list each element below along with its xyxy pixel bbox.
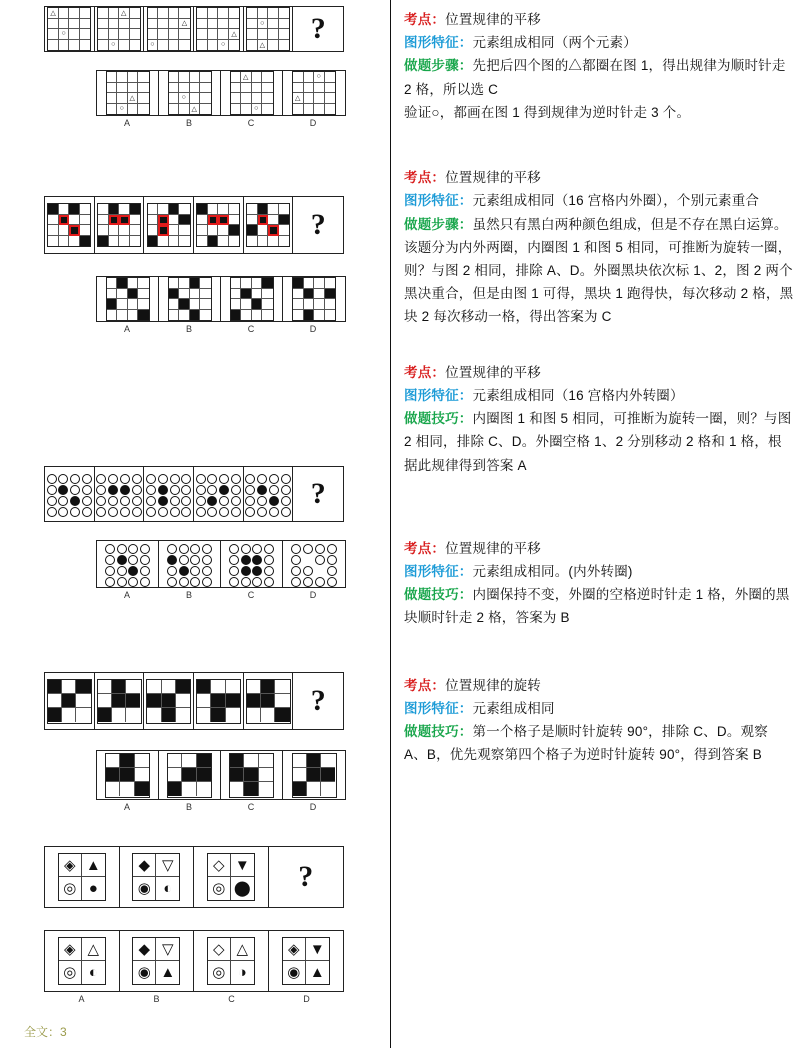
question-4-option-labels — [96, 802, 346, 812]
option-cell-b[interactable] — [159, 541, 221, 587]
option-cell-d[interactable] — [283, 751, 345, 799]
diamond-eye-icon: ◈ — [59, 854, 82, 877]
figure-grid — [47, 679, 92, 724]
option-label: C — [247, 590, 255, 600]
notes-column — [398, 0, 800, 1048]
option-label: B — [153, 994, 160, 1004]
note-line — [404, 236, 794, 329]
note-block-2 — [404, 166, 794, 329]
sequence-cell — [95, 7, 145, 51]
note-text: 元素组成相同 — [472, 700, 555, 716]
option-label: C — [247, 324, 255, 334]
figures-column — [0, 0, 390, 1048]
question-mark-cell — [269, 847, 344, 907]
option-label: C — [247, 802, 255, 812]
column-divider — [390, 0, 391, 1048]
option-label: C — [247, 118, 255, 128]
option-label: D — [309, 118, 317, 128]
note-text: 虽然只有黑白两种颜色组成，但是不存在黑白运算。 — [472, 216, 788, 232]
triangle-down-icon: ▼ — [306, 938, 329, 961]
question-mark: ? — [310, 12, 326, 45]
option-cell-a[interactable] — [97, 277, 159, 321]
note-text: 第一个格子是顺时针旋转 90°，排除 C、D。观察 A、B，优先观察第四个格子为逆时针旋转 90°，得到答案 B — [404, 724, 768, 763]
option-cell-c[interactable] — [221, 751, 283, 799]
sequence-cell — [95, 467, 145, 521]
option-cell-b[interactable] — [159, 751, 221, 799]
option-cell-c[interactable] — [221, 277, 283, 321]
triangle-in-square-icon: ▲ — [82, 854, 105, 877]
note-text: 位置规律的旋转 — [445, 677, 542, 693]
figure-dots — [195, 474, 241, 514]
diamond-eye-icon: ◇ — [208, 854, 231, 877]
note-line — [404, 697, 794, 720]
note-text: 都画在图 1 得到规律为逆时针走 3 个。 — [453, 104, 691, 120]
figure-grid — [97, 203, 141, 247]
question-mark-cell — [293, 467, 343, 521]
question-1-group — [44, 6, 346, 128]
note-line — [404, 31, 794, 54]
triangle-icon: △ — [82, 938, 105, 961]
note-text: 内圈图 1 和图 5 相同，可推断为旋转一圈，则？与图 2 相同，排除 C、D。外圈空格 1、2 分别移动 2 格和 1 格，根据此规律得到答案 A — [404, 411, 792, 473]
figure-grid: △ ○ — [97, 7, 141, 51]
option-label: D — [309, 324, 317, 334]
option-label: A — [123, 324, 130, 334]
sequence-cell — [45, 7, 95, 51]
figure-grid: ○ △ — [292, 71, 336, 115]
note-tag: 图形特征： — [404, 193, 473, 209]
option-cell-b[interactable] — [159, 277, 221, 321]
question-3-options — [96, 540, 346, 588]
question-1-options — [96, 70, 346, 116]
note-text: 元素组成相同（两个元素） — [472, 35, 637, 51]
note-text: 位置规律的平移 — [445, 12, 542, 27]
note-tag: 图形特征： — [404, 563, 473, 579]
note-tag: 图形特征： — [404, 700, 473, 716]
diamond-eye-icon: ◆ — [133, 854, 156, 877]
sequence-cell — [45, 467, 95, 521]
triangle-icon: △ — [231, 938, 254, 961]
figure-grid — [292, 277, 336, 321]
figure-symbols — [207, 937, 255, 985]
note-block-1 — [404, 8, 794, 124]
note-line — [404, 384, 794, 407]
question-mark-cell — [293, 673, 343, 729]
note-line — [404, 166, 794, 189]
option-label: D — [309, 802, 317, 812]
figure-symbols — [207, 853, 255, 901]
note-line — [404, 720, 794, 766]
note-tag: 图形特征： — [404, 35, 473, 51]
note-tag: 考点： — [404, 12, 446, 27]
option-label: B — [185, 324, 192, 334]
option-cell-a[interactable] — [45, 931, 120, 991]
figure-grid — [196, 203, 240, 247]
figure-dots — [105, 544, 151, 584]
circle-ring-icon: ◉ — [133, 961, 156, 984]
note-tag: 做题技巧： — [404, 724, 473, 740]
figure-grid: △ ○ — [196, 7, 240, 51]
question-1-sequence — [44, 6, 344, 52]
sequence-cell — [144, 673, 194, 729]
figure-grid: △ ○ — [106, 71, 150, 115]
circle-ring-icon: ◉ — [283, 961, 306, 984]
question-3-group — [44, 466, 346, 600]
figure-dots — [96, 474, 142, 514]
sequence-cell — [244, 673, 294, 729]
question-5-sequence — [44, 846, 344, 908]
note-text: 位置规律的平移 — [445, 540, 542, 556]
option-label: C — [228, 994, 235, 1004]
note-tag: 考点： — [404, 170, 446, 186]
sequence-cell — [244, 467, 294, 521]
sequence-cell — [45, 197, 95, 253]
note-tag: 验证○， — [404, 104, 454, 120]
circle-ring-icon: ◎ — [208, 877, 231, 900]
circle-black-icon: ◐ — [163, 880, 173, 897]
sequence-cell — [144, 7, 194, 51]
note-text: 内圈保持不变，外圈的空格逆时针走 1 格，外圈的黑块顺时针走 2 格，答案为 B — [404, 587, 790, 626]
note-tag: 考点： — [404, 364, 446, 380]
circle-ring-icon: ◎ — [208, 961, 231, 984]
figure-symbols — [282, 937, 330, 985]
figure-dots — [146, 474, 192, 514]
figure-dots — [167, 544, 213, 584]
option-cell-a[interactable] — [97, 751, 159, 799]
figure-grid — [146, 679, 191, 724]
sequence-cell — [45, 673, 95, 729]
note-tag: 考点： — [404, 677, 446, 693]
figure-grid — [196, 679, 241, 724]
note-tag: 考点： — [404, 540, 446, 556]
option-label: B — [185, 118, 192, 128]
sequence-cell — [244, 197, 294, 253]
note-line — [404, 407, 794, 477]
option-cell-d[interactable] — [283, 71, 345, 115]
figure-grid — [167, 753, 212, 798]
triangle-down-icon: ▽ — [156, 854, 179, 877]
figure-dots — [291, 544, 337, 584]
option-cell-b[interactable] — [159, 71, 221, 115]
figure-grid — [246, 679, 291, 724]
figure-grid — [105, 753, 150, 798]
note-text: 元素组成相同（16 宫格内外转圈） — [472, 387, 684, 403]
sequence-cell — [194, 847, 269, 907]
option-label: A — [123, 118, 130, 128]
triangle-black-icon: ▲ — [160, 964, 176, 981]
question-2-sequence — [44, 196, 344, 254]
note-line — [404, 361, 794, 384]
option-label: B — [185, 590, 192, 600]
note-text: 先把后四个图的△都圈在图 1，得出规律为顺时针走 2 格，所以选 C — [404, 58, 786, 97]
option-label: A — [123, 590, 130, 600]
note-tag: 做题技巧： — [404, 587, 473, 603]
note-tag: 做题技巧： — [404, 411, 473, 427]
note-text: 元素组成相同。(内外转圈) — [472, 563, 633, 579]
circle-ring-icon: ◎ — [59, 877, 82, 900]
figure-grid — [97, 679, 142, 724]
note-line — [404, 101, 794, 124]
question-mark: ? — [310, 477, 326, 510]
circle-black-icon: ◐ — [88, 964, 98, 981]
note-block-3 — [404, 361, 794, 477]
figure-dots — [245, 474, 291, 514]
figure-symbols — [58, 937, 106, 985]
sequence-cell — [95, 197, 145, 253]
note-text: 位置规律的平移 — [445, 170, 542, 186]
circle-ring-icon: ◎ — [59, 961, 82, 984]
note-tag: 图形特征： — [404, 387, 473, 403]
figure-grid — [106, 277, 150, 321]
sequence-cell — [144, 197, 194, 253]
option-cell-c[interactable] — [221, 541, 283, 587]
diamond-eye-icon: ◆ — [133, 938, 156, 961]
circle-ring-icon: ◉ — [133, 877, 156, 900]
figure-grid: △ ○ — [147, 7, 191, 51]
figure-grid — [230, 277, 274, 321]
figure-grid — [168, 277, 212, 321]
diamond-eye-icon: ◈ — [59, 938, 82, 961]
figure-dots — [229, 544, 275, 584]
note-line — [404, 674, 794, 697]
option-cell-a[interactable] — [97, 541, 159, 587]
note-line — [404, 583, 794, 629]
question-3-sequence — [44, 466, 344, 522]
question-1-option-labels — [96, 118, 346, 128]
sequence-cell — [144, 467, 194, 521]
option-cell-a[interactable] — [97, 71, 159, 115]
figure-grid: ○ △ — [246, 7, 290, 51]
triangle-down-icon: ▽ — [156, 938, 179, 961]
figure-grid — [246, 203, 290, 247]
question-4-group — [44, 672, 346, 812]
option-label: A — [78, 994, 85, 1004]
diamond-eye-icon: ◈ — [283, 938, 306, 961]
question-4-sequence — [44, 672, 344, 730]
figure-grid: △ ○ — [230, 71, 274, 115]
note-line — [404, 560, 794, 583]
sequence-cell — [194, 673, 244, 729]
circle-black-icon: ● — [88, 880, 98, 897]
question-mark: ? — [310, 684, 326, 717]
question-2-option-labels — [96, 324, 346, 334]
option-cell-c[interactable] — [194, 931, 269, 991]
note-line — [404, 537, 794, 560]
note-tag: 做题步骤： — [404, 216, 473, 232]
figure-symbols — [132, 937, 180, 985]
figure-symbols — [132, 853, 180, 901]
note-line — [404, 8, 794, 31]
option-label: A — [123, 802, 130, 812]
sequence-cell — [95, 673, 145, 729]
question-4-options — [96, 750, 346, 800]
note-block-5 — [404, 674, 794, 767]
question-mark-cell — [293, 197, 343, 253]
sequence-cell — [194, 467, 244, 521]
sequence-cell — [45, 847, 120, 907]
option-cell-d[interactable] — [283, 277, 345, 321]
note-text: 位置规律的平移 — [445, 364, 542, 380]
figure-grid — [292, 753, 337, 798]
sequence-cell — [194, 197, 244, 253]
question-5-option-labels — [44, 994, 344, 1004]
option-cell-d[interactable] — [283, 541, 345, 587]
sequence-cell — [194, 7, 244, 51]
note-text: 元素组成相同（16 宫格内外圈），个别元素重合 — [472, 193, 760, 209]
option-label: D — [309, 590, 317, 600]
option-label: B — [185, 802, 192, 812]
sequence-cell — [120, 847, 195, 907]
question-mark-cell — [293, 7, 343, 51]
question-5-options — [44, 930, 344, 992]
note-text: 该题分为内外两圈，内圈图 1 和图 5 相同，可推断为旋转一圈，则？与图 2 相同，排除 A、D。外圈黑块依次标 1、2，图 2 两个黑决重合，但是由图 1 可得，黑块 1 跑得快，每次移动 2 格，黑块 2 每次移动一格，得出答案为 C — [404, 239, 794, 325]
option-cell-b[interactable] — [120, 931, 195, 991]
figure-grid — [47, 203, 91, 247]
figure-symbols — [58, 853, 106, 901]
note-line — [404, 54, 794, 100]
circle-black-icon: ⬤ — [233, 880, 251, 897]
note-line — [404, 189, 794, 212]
footer-note: 全文：3 — [24, 1025, 67, 1039]
option-cell-c[interactable] — [221, 71, 283, 115]
figure-grid — [229, 753, 274, 798]
note-block-4 — [404, 537, 794, 630]
triangle-black-icon: ▲ — [309, 964, 325, 981]
question-mark: ? — [298, 860, 314, 893]
question-mark: ? — [310, 208, 326, 241]
sequence-cell — [244, 7, 294, 51]
note-line — [404, 213, 794, 236]
note-tag: 做题步骤： — [404, 58, 473, 74]
diamond-eye-icon: ◇ — [208, 938, 231, 961]
triangle-down-icon: ▼ — [231, 854, 254, 877]
circle-black-icon: ◑ — [237, 964, 247, 981]
question-5-group — [44, 846, 344, 1004]
option-cell-d[interactable] — [269, 931, 344, 991]
option-label: D — [303, 994, 310, 1004]
figure-grid: ○ △ — [168, 71, 212, 115]
figure-dots — [46, 474, 92, 514]
question-2-group — [44, 196, 346, 334]
question-3-option-labels — [96, 590, 346, 600]
figure-grid: △ ○ — [47, 7, 91, 51]
question-2-options — [96, 276, 346, 322]
figure-grid — [147, 203, 191, 247]
